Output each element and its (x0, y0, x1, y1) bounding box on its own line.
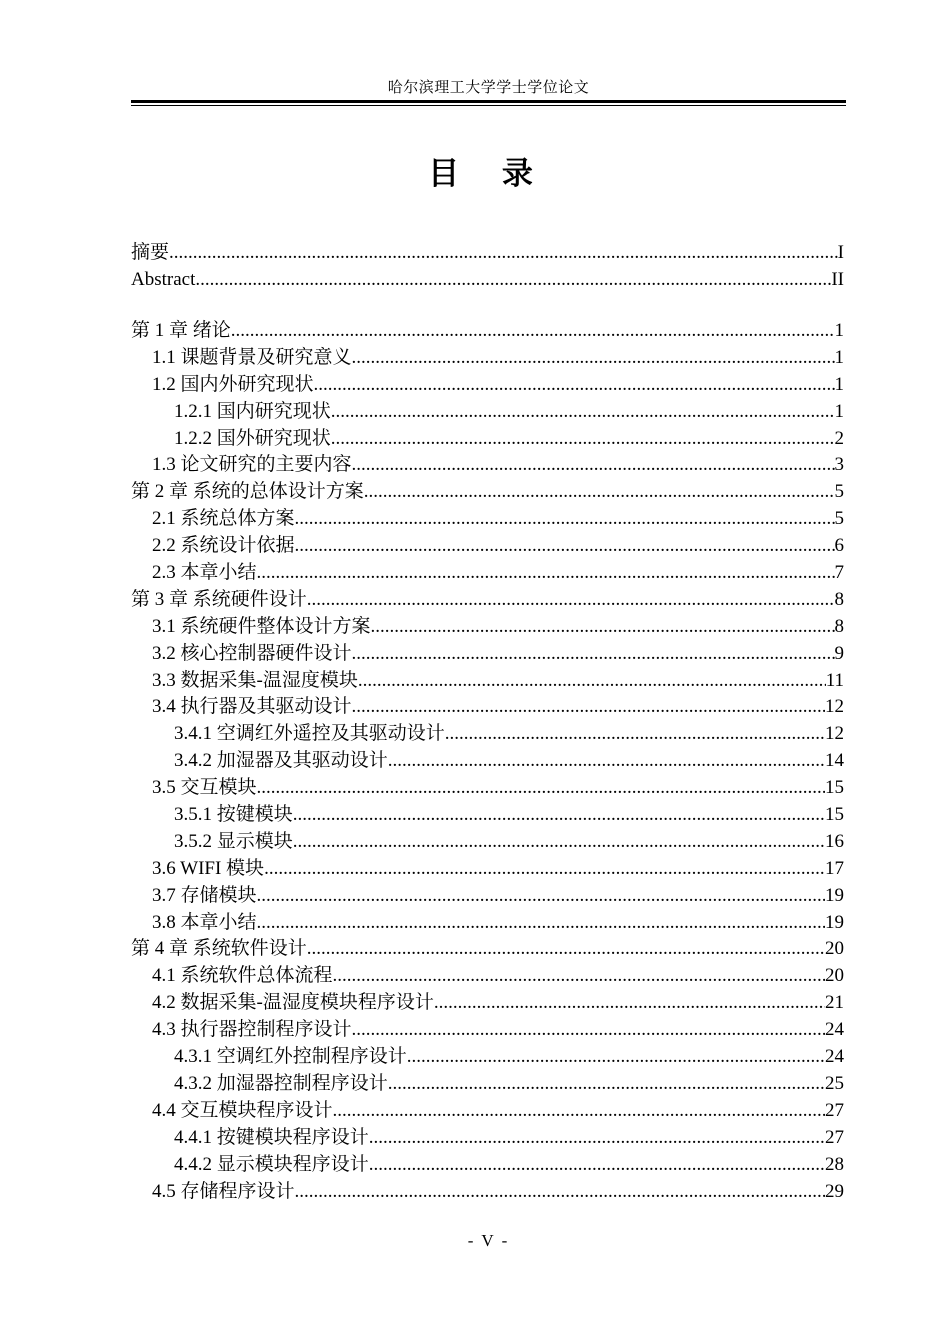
toc-leader-dots (364, 479, 835, 506)
toc-entry-page: 16 (825, 830, 844, 852)
toc-entry-page: 3 (834, 454, 844, 476)
toc-entry (131, 963, 844, 990)
toc-leader-dots (264, 856, 825, 883)
toc-entry (131, 668, 844, 695)
toc-entry-label: 1.2.1 国内研究现状 (174, 400, 331, 422)
toc-entry-label: 2.1 系统总体方案 (152, 508, 295, 530)
toc-leader-dots (434, 990, 825, 1017)
toc-entry-page: 21 (825, 992, 844, 1014)
toc-entry-label: 4.1 系统软件总体流程 (152, 965, 333, 987)
toc-entry (131, 936, 844, 963)
toc-entry-page: 12 (825, 723, 844, 745)
toc-entry-label: 1.2 国内外研究现状 (152, 373, 314, 395)
toc-entry-label: 2.3 本章小结 (152, 562, 257, 584)
toc-entry-label: 3.3 数据采集-温湿度模块 (152, 669, 358, 691)
toc-entry (131, 345, 844, 372)
toc-leader-dots (352, 1017, 825, 1044)
toc-entry-label: 3.8 本章小结 (152, 911, 257, 933)
header-rule-thin (131, 105, 846, 106)
toc-entry-label: 4.3.1 空调红外控制程序设计 (174, 1046, 407, 1068)
toc-entry (131, 614, 844, 641)
toc-leader-dots (295, 1179, 825, 1206)
toc-entry (131, 1071, 844, 1098)
toc-entry-label: 4.3 执行器控制程序设计 (152, 1019, 352, 1041)
toc-entry-page: 2 (834, 427, 844, 449)
toc-entry (131, 587, 844, 614)
toc-entry (131, 990, 844, 1017)
toc-entry-label: 摘要 (131, 242, 170, 263)
toc-leader-dots (358, 668, 826, 695)
toc-entry (131, 1098, 844, 1125)
toc-entry-page: 12 (825, 696, 844, 718)
toc-leader-dots (257, 560, 835, 587)
toc-leader-dots (195, 267, 831, 294)
toc-entry-page: 1 (834, 373, 844, 395)
toc-entry (131, 910, 844, 937)
toc-entry (131, 479, 844, 506)
toc-leader-dots (407, 1044, 825, 1071)
toc-leader-dots (293, 802, 825, 829)
toc-leader-dots (352, 641, 835, 668)
toc-entry-page: 6 (834, 535, 844, 557)
toc-entry-label: 3.4 执行器及其驱动设计 (152, 696, 352, 718)
toc-leader-dots (169, 240, 838, 267)
toc-entry-label: 第 3 章 系统硬件设计 (131, 588, 307, 610)
toc-entry-page: 8 (834, 588, 844, 610)
toc-entry (131, 372, 844, 399)
toc-entry (131, 829, 844, 856)
toc-leader-dots (231, 318, 835, 345)
toc-entry-label: 4.5 存储程序设计 (152, 1180, 295, 1202)
toc-entry-page: 19 (825, 884, 844, 906)
toc-entry-page: 20 (825, 965, 844, 987)
toc-entry (131, 641, 844, 668)
toc-entry (131, 694, 844, 721)
toc-entry-label: 3.5.1 按键模块 (174, 804, 293, 826)
toc-entry-page: 14 (825, 750, 844, 772)
toc-entry-page: 1 (834, 320, 844, 341)
toc-entry-label: Abstract (131, 268, 196, 290)
toc-entry-label: 3.1 系统硬件整体设计方案 (152, 615, 371, 637)
toc-entry-page: 15 (825, 804, 844, 826)
toc-entry-label: 4.2 数据采集-温湿度模块程序设计 (152, 992, 434, 1014)
toc-entry (131, 506, 844, 533)
toc-leader-dots (257, 775, 825, 802)
toc-entry-page: 20 (825, 938, 844, 960)
toc-entry-page: 8 (834, 615, 844, 637)
toc-leader-dots (295, 506, 835, 533)
header-rule-thick (131, 100, 846, 103)
toc-entry-page: 17 (825, 857, 844, 879)
toc-entry (131, 856, 844, 883)
page-title: 目 录 (428, 156, 549, 192)
toc-entry-label: 1.3 论文研究的主要内容 (152, 454, 352, 476)
toc-entry-label: 4.3.2 加湿器控制程序设计 (174, 1072, 388, 1094)
toc-entry (131, 1044, 844, 1071)
toc-leader-dots (369, 1152, 825, 1179)
toc-entry-label: 第 1 章 绪论 (131, 320, 231, 341)
toc-entry-page: 1 (834, 346, 844, 368)
toc-entry (131, 1152, 844, 1179)
toc-entry (131, 318, 844, 345)
toc-leader-dots (388, 1071, 825, 1098)
toc-entry-label: 3.4.2 加湿器及其驱动设计 (174, 750, 388, 772)
toc-entry-label: 3.5.2 显示模块 (174, 830, 293, 852)
toc-entry-page: 1 (834, 400, 844, 422)
toc-entry-label: 2.2 系统设计依据 (152, 535, 295, 557)
toc-chapters (131, 318, 844, 1205)
toc-leader-dots (333, 963, 825, 990)
toc-entry-label: 1.2.2 国外研究现状 (174, 427, 331, 449)
toc-front-matter (131, 240, 844, 294)
toc-leader-dots (352, 694, 825, 721)
toc-leader-dots (352, 452, 835, 479)
toc-entry-page: 9 (834, 642, 844, 664)
toc-entry (131, 721, 844, 748)
toc-entry-page: 29 (825, 1180, 844, 1202)
toc-entry-page: 24 (825, 1019, 844, 1041)
running-header: 哈尔滨理工大学学士学位论文 (387, 80, 590, 96)
toc-leader-dots (314, 372, 835, 399)
toc-leader-dots (307, 587, 835, 614)
toc-entry-label: 4.4 交互模块程序设计 (152, 1099, 333, 1121)
toc-entry (131, 1017, 844, 1044)
toc-entry (131, 452, 844, 479)
toc-entry (131, 240, 844, 267)
toc-entry-label: 4.4.1 按键模块程序设计 (174, 1126, 369, 1148)
toc-entry-page: 27 (825, 1099, 844, 1121)
toc-entry-label: 3.4.1 空调红外遥控及其驱动设计 (174, 723, 445, 745)
toc-entry-page: 28 (825, 1153, 844, 1175)
toc-leader-dots (388, 748, 825, 775)
toc-entry-page: 25 (825, 1072, 844, 1094)
toc-leader-dots (333, 1098, 825, 1125)
toc-entry-page: 24 (825, 1046, 844, 1068)
toc-leader-dots (295, 533, 835, 560)
toc-leader-dots (257, 910, 825, 937)
toc-entry-page: 27 (825, 1126, 844, 1148)
toc-leader-dots (307, 936, 825, 963)
toc-entry (131, 399, 844, 426)
toc-entry-page: 5 (834, 508, 844, 530)
toc-entry-label: 3.6 WIFI 模块 (152, 857, 265, 879)
toc-entry (131, 775, 844, 802)
toc-entry-page: 5 (834, 481, 844, 503)
toc-entry (131, 1179, 844, 1206)
toc-leader-dots (331, 426, 835, 453)
toc-entry-label: 3.7 存储模块 (152, 884, 257, 906)
toc-entry (131, 802, 844, 829)
toc-leader-dots (293, 829, 825, 856)
toc-leader-dots (371, 614, 835, 641)
toc-entry-label: 4.4.2 显示模块程序设计 (174, 1153, 369, 1175)
toc-entry (131, 426, 844, 453)
toc-leader-dots (369, 1125, 825, 1152)
toc-entry (131, 533, 844, 560)
toc-entry (131, 560, 844, 587)
toc-entry-page: 19 (825, 911, 844, 933)
toc-leader-dots (445, 721, 825, 748)
toc-leader-dots (331, 399, 835, 426)
toc-entry (131, 267, 844, 294)
toc-entry-label: 第 2 章 系统的总体设计方案 (131, 481, 364, 503)
toc-entry (131, 883, 844, 910)
toc-leader-dots (352, 345, 835, 372)
toc-entry (131, 1125, 844, 1152)
toc-entry-label: 第 4 章 系统软件设计 (131, 938, 307, 960)
toc-entry (131, 748, 844, 775)
toc-entry-page: 7 (834, 562, 844, 584)
toc-entry-label: 1.1 课题背景及研究意义 (152, 346, 352, 368)
toc-entry-page: 15 (825, 777, 844, 799)
toc-entry-page: II (831, 268, 844, 290)
toc-leader-dots (257, 883, 825, 910)
toc-entry-label: 3.5 交互模块 (152, 777, 257, 799)
page-number: - V - (467, 1231, 510, 1250)
toc-entry-page: I (837, 242, 844, 263)
toc-entry-label: 3.2 核心控制器硬件设计 (152, 642, 352, 664)
toc-entry-page: 11 (825, 669, 844, 691)
